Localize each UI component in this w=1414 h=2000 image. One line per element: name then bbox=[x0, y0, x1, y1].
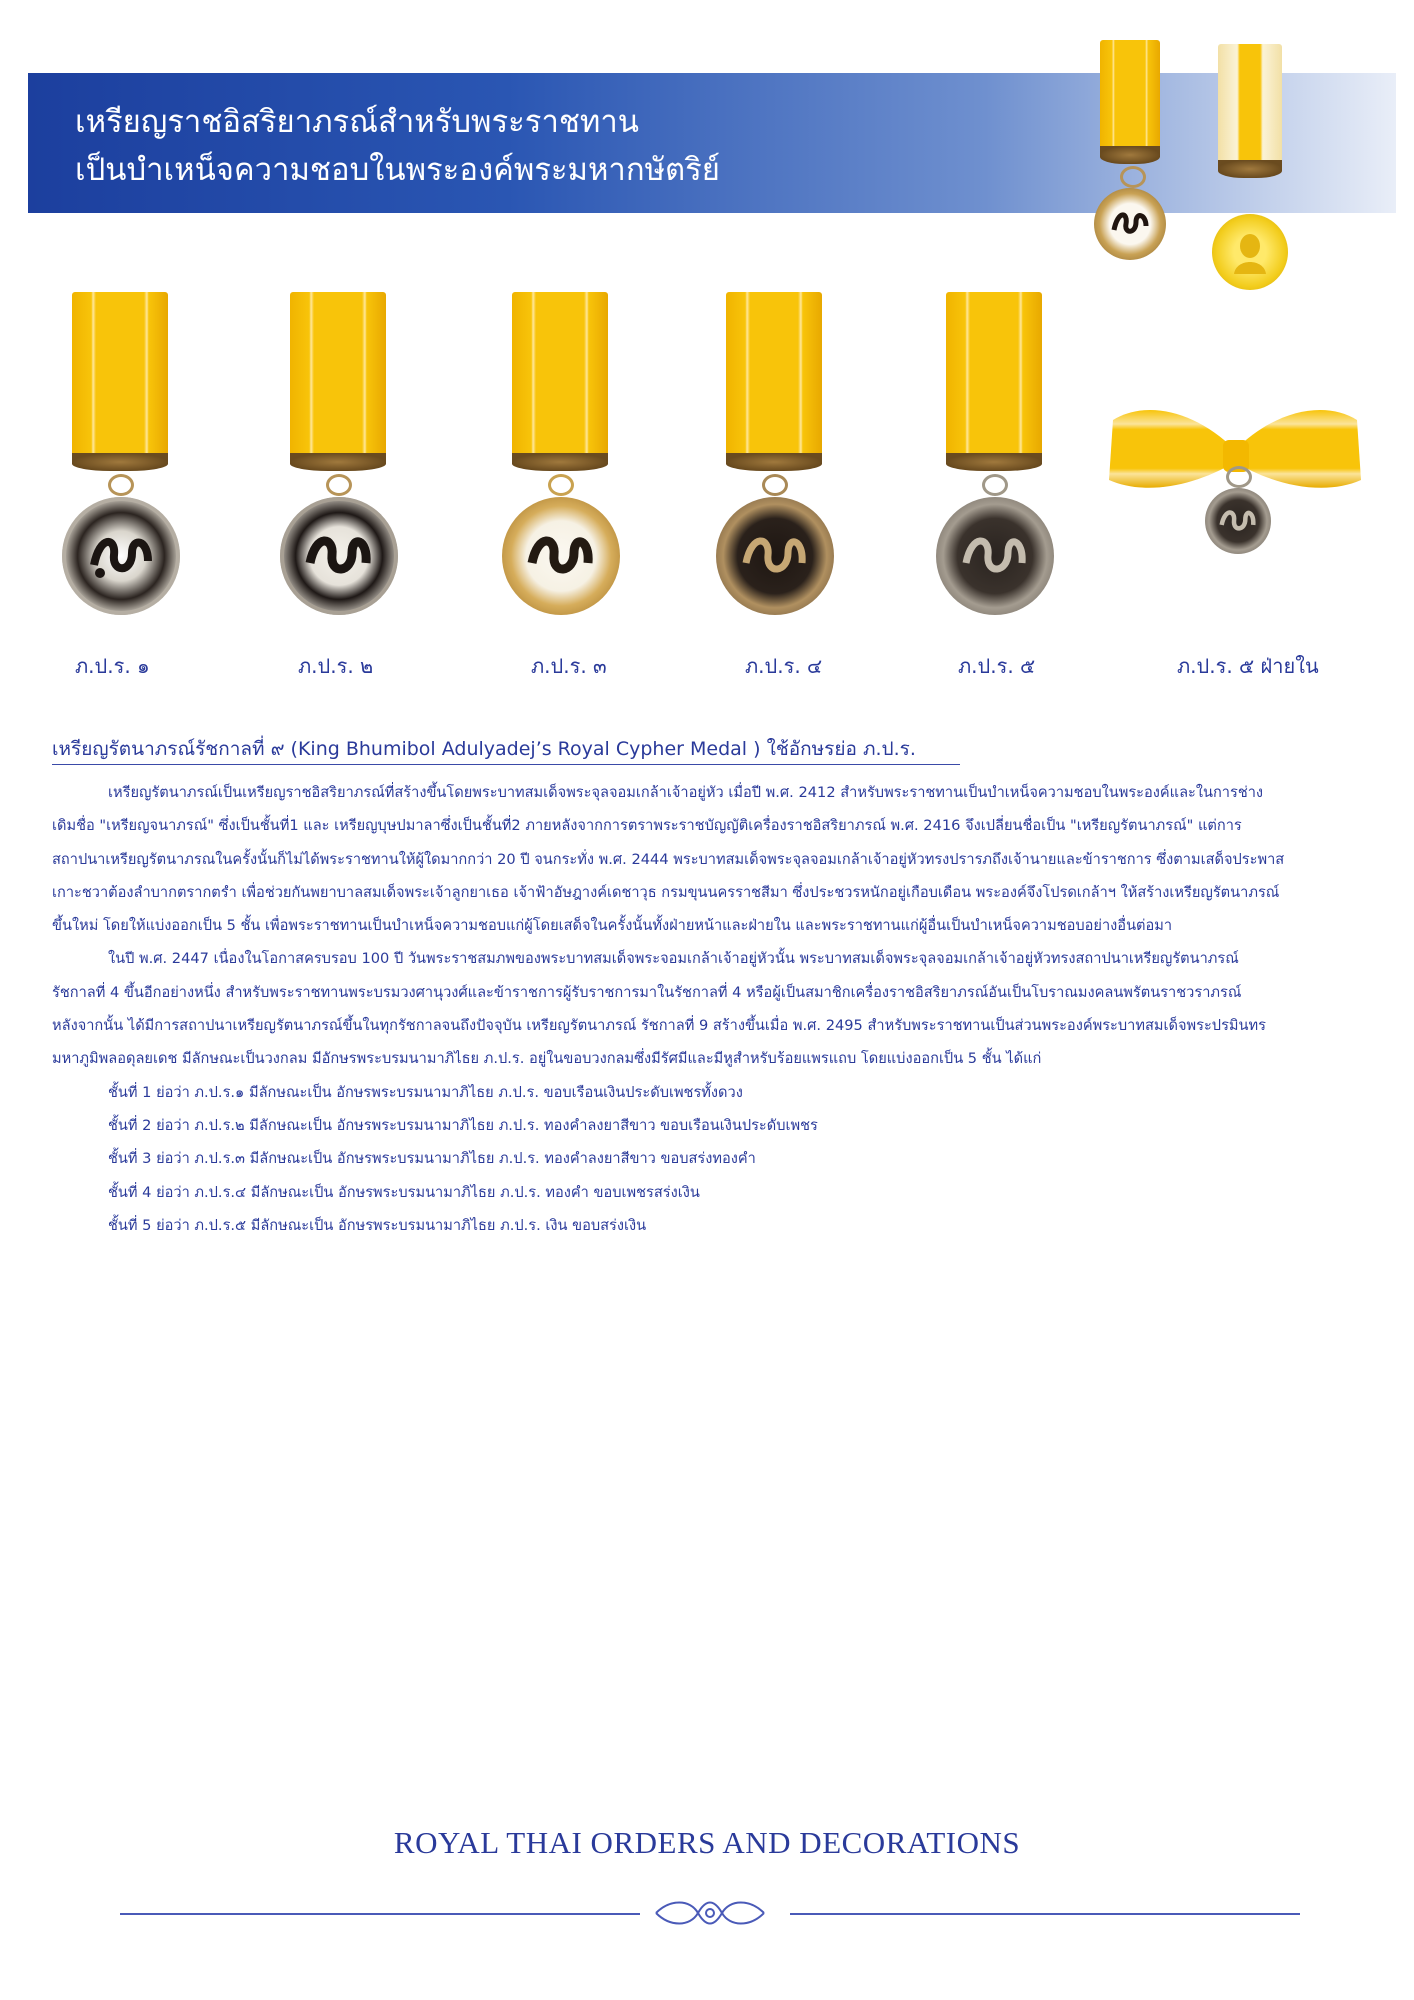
heading-underline bbox=[52, 764, 960, 765]
paragraph-line: มหาภูมิพลอดุลยเดช มีลักษณะเป็นวงกลม มีอักษรพระบรมนามาภิไธย ภ.ป.ร. อยู่ในขอบวงกลมซึ่งมีรัศมีและมีหูสำหรับร้อยแพรแถบ โดยแบ่งออกเป็น 5 ชั้น ได้แก่ bbox=[52, 1050, 1042, 1068]
class-item: ชั้นที่ 3 ย่อว่า ภ.ป.ร.๓ มีลักษณะเป็น อักษรพระบรมนามาภิไธย ภ.ป.ร. ทองคำลงยาสีขาว ขอบสร่งทองคำ bbox=[108, 1150, 756, 1168]
paragraph-line: รัชกาลที่ 4 ขึ้นอีกอย่างหนึ่ง สำหรับพระราชทานพระบรมวงศานุวงศ์และข้าราชการผู้รับราชการมาในรัชกาลที่ 4 หรือผู้เป็นสมาชิกเครื่องราชอิสริยาภรณ์อันเป็นโบราณมงคลนพรัตนราชวราภรณ์ bbox=[52, 983, 1242, 1001]
banner-medal-front bbox=[1100, 40, 1170, 260]
medal-1 bbox=[64, 292, 184, 622]
paragraph-line: เหรียญรัตนาภรณ์เป็นเหรียญราชอิสริยาภรณ์ที่สร้างขึ้นโดยพระบาทสมเด็จพระจุลจอมเกล้าเจ้าอยู่หัว เมื่อปี พ.ศ. 2412 สำหรับพระราชทานเป็นบำเหน็จความชอบในพระองค์และในการช่าง bbox=[108, 784, 1264, 801]
class-item: ชั้นที่ 2 ย่อว่า ภ.ป.ร.๒ มีลักษณะเป็น อักษรพระบรมนามาภิไธย ภ.ป.ร. ทองคำลงยาสีขาว ขอบเรือนเงินประดับเพชร bbox=[108, 1116, 818, 1134]
footer-rule-left bbox=[120, 1913, 640, 1915]
section-heading: เหรียญรัตนาภรณ์รัชกาลที่ ๙ (King Bhumibol Adulyadej’s Royal Cypher Medal ) ใช้อักษรย่อ ภ.ป.ร. bbox=[52, 738, 916, 760]
medal-caption-2: ภ.ป.ร. ๒ bbox=[298, 654, 374, 678]
paragraph-line: สถาปนาเหรียญรัตนาภรณในครั้งนั้นก็ไม่ได้พระราชทานให้ผู้ใดมากกว่า 20 ปี จนกระทั่ง พ.ศ. 2444 พระบาทสมเด็จพระจุลจอมเกล้าเจ้าอยู่หัวทรงปรารภถึงเจ้านายและข้าราชการ ซึ่งตามเสด็จประพาส bbox=[52, 850, 1285, 868]
paragraph-line: ขึ้นใหม่ โดยให้แบ่งออกเป็น 5 ชั้น เพื่อพระราชทานเป็นบำเหน็จความชอบแก่ผู้โดยเสด็จในครั้งนั้นทั้งฝ่ายหน้าและฝ่ายใน และพระราชทานแก่ผู้อื่นเป็นบำเหน็จความชอบอย่างอื่นต่อมา bbox=[52, 917, 1173, 935]
medal-caption-3: ภ.ป.ร. ๓ bbox=[531, 654, 607, 678]
body-text bbox=[52, 776, 1352, 1242]
paragraph-line: เดิมชื่อ "เหรียญจนาภรณ์" ซึ่งเป็นชั้นที่1 และ เหรียญบุษปมาลาซึ่งเป็นชั้นที่2 ภายหลังจากการตราพระราชบัญญัติเครื่องราชอิสริยาภรณ์ พ.ศ. 2416 จึงเปลี่ยนชื่อเป็น "เหรียญรัตนาภรณ์" แต่การ bbox=[52, 817, 1242, 835]
medal-5-inner-bow bbox=[1105, 400, 1365, 570]
medal-5 bbox=[944, 292, 1064, 622]
footer-rule-right bbox=[790, 1913, 1300, 1915]
title-line-2: เป็นบำเหน็จความชอบในพระองค์พระมหากษัตริย์ bbox=[75, 152, 720, 188]
footer-ornament-icon bbox=[650, 1893, 770, 1933]
class-item: ชั้นที่ 4 ย่อว่า ภ.ป.ร.๔ มีลักษณะเป็น อักษรพระบรมนามาภิไธย ภ.ป.ร. ทองคำ ขอบเพชรสร่งเงิน bbox=[108, 1183, 700, 1201]
medal-caption-5: ภ.ป.ร. ๕ bbox=[958, 654, 1036, 678]
medal-caption-1: ภ.ป.ร. ๑ bbox=[75, 654, 150, 678]
class-item: ชั้นที่ 5 ย่อว่า ภ.ป.ร.๕ มีลักษณะเป็น อักษรพระบรมนามาภิไธย ภ.ป.ร. เงิน ขอบสร่งเงิน bbox=[108, 1216, 647, 1234]
title-line-1: เหรียญราชอิสริยาภรณ์สำหรับพระราชทาน bbox=[75, 104, 639, 140]
medal-caption-4: ภ.ป.ร. ๔ bbox=[745, 654, 823, 678]
medal-4 bbox=[720, 292, 840, 622]
paragraph-line: เกาะชวาต้องลำบากตรากตรำ เพื่อช่วยกันพยาบาลสมเด็จพระเจ้าลูกยาเธอ เจ้าฟ้าอัษฎางค์เดชาวุธ กรมขุนนครราชสีมา ซึ่งประชวรหนักอยู่เกือบเดือน พระองค์จึงโปรดเกล้าฯ ให้สร้างเหรียญรัตนาภรณ์ bbox=[52, 883, 1280, 901]
paragraph-line: ในปี พ.ศ. 2447 เนื่องในโอกาสครบรอบ 100 ปี วันพระราชสมภพของพระบาทสมเด็จพระจอมเกล้าเจ้าอยู่หัวนั้น พระบาทสมเด็จพระจุลจอมเกล้าเจ้าอยู่หัวทรงสถาปนาเหรียญรัตนาภรณ์ bbox=[108, 950, 1239, 968]
class-item: ชั้นที่ 1 ย่อว่า ภ.ป.ร.๑ มีลักษณะเป็น อักษรพระบรมนามาภิไธย ภ.ป.ร. ขอบเรือนเงินประดับเพชรทั้งดวง bbox=[108, 1083, 743, 1101]
banner-medal-reverse bbox=[1214, 44, 1294, 264]
medal-2 bbox=[284, 292, 404, 622]
paragraph-line: หลังจากนั้น ได้มีการสถาปนาเหรียญรัตนาภรณ์ขึ้นในทุกรัชกาลจนถึงปัจจุบัน เหรียญรัตนาภรณ์ รัชกาลที่ 9 สร้างขึ้นเมื่อ พ.ศ. 2495 สำหรับพระราชทานเป็นส่วนพระองค์พระบาทสมเด็จพระปรมินทร bbox=[52, 1017, 1266, 1035]
footer-title: ROYAL THAI ORDERS AND DECORATIONS bbox=[393, 1825, 1021, 1860]
page-title bbox=[75, 98, 720, 194]
medal-caption-6: ภ.ป.ร. ๕ ฝ่ายใน bbox=[1177, 654, 1319, 678]
medal-3 bbox=[506, 292, 626, 622]
